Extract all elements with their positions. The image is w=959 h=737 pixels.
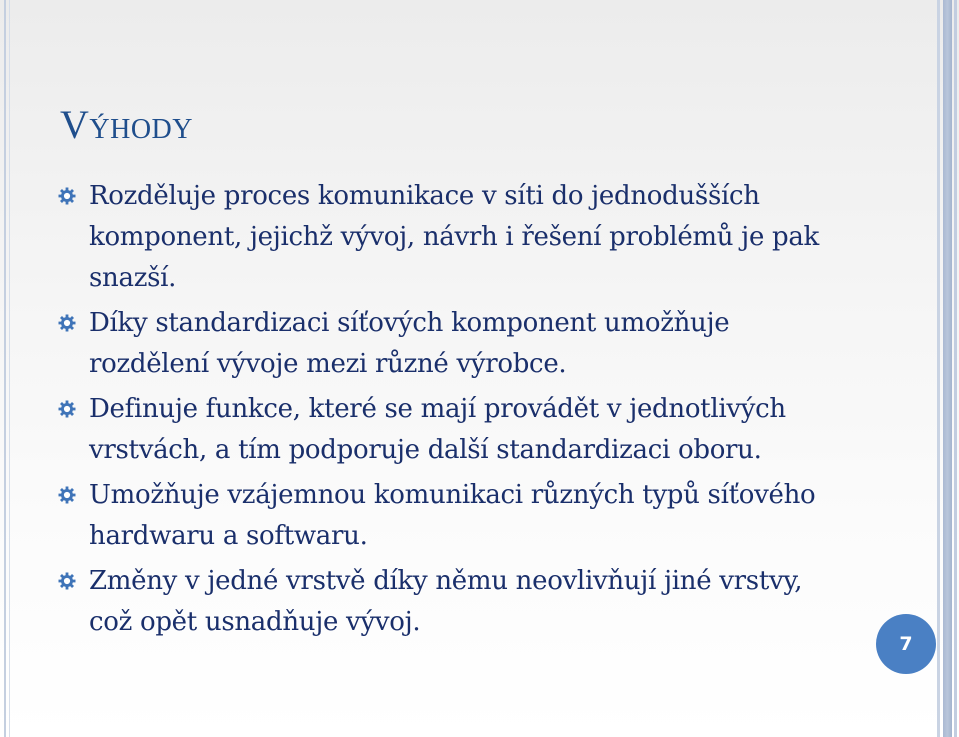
gear-bullet-icon: [58, 572, 76, 590]
right-decorative-rule-thin: [937, 0, 940, 737]
bullet-item: [58, 561, 848, 643]
slide-title: Výhody: [60, 102, 193, 147]
right-decorative-rule-outer: [954, 0, 957, 737]
right-decorative-band: [943, 0, 952, 737]
gear-bullet-icon: [58, 486, 76, 504]
bullet-text: Umožňuje vzájemnou komunikaci různých typů síťového hardwaru a softwaru.: [89, 480, 816, 551]
gear-bullet-icon: [58, 400, 76, 418]
bullet-item: [58, 389, 848, 471]
left-decorative-rule: [4, 0, 6, 737]
bullet-item: [58, 303, 848, 385]
bullet-text: Definuje funkce, které se mají provádět v jednotlivých vrstvách, a tím podporuje další standardizaci oboru.: [89, 394, 786, 465]
bullet-item: [58, 176, 848, 299]
bullet-list: [58, 176, 848, 647]
gear-bullet-icon: [58, 187, 76, 205]
bullet-text: Změny v jedné vrstvě díky němu neovlivňují jiné vrstvy, což opět usnadňuje vývoj.: [89, 566, 803, 637]
bullet-text: Rozděluje proces komunikace v síti do jednodušších komponent, jejichž vývoj, návrh i řešení problémů je pak snazší.: [89, 181, 819, 293]
bullet-item: [58, 475, 848, 557]
page-number-badge: 7: [876, 614, 936, 674]
bullet-text: Díky standardizaci síťových komponent umožňuje rozdělení vývoje mezi různé výrobce.: [89, 308, 730, 379]
gear-bullet-icon: [58, 314, 76, 332]
left-decorative-rule-thin: [9, 0, 10, 737]
